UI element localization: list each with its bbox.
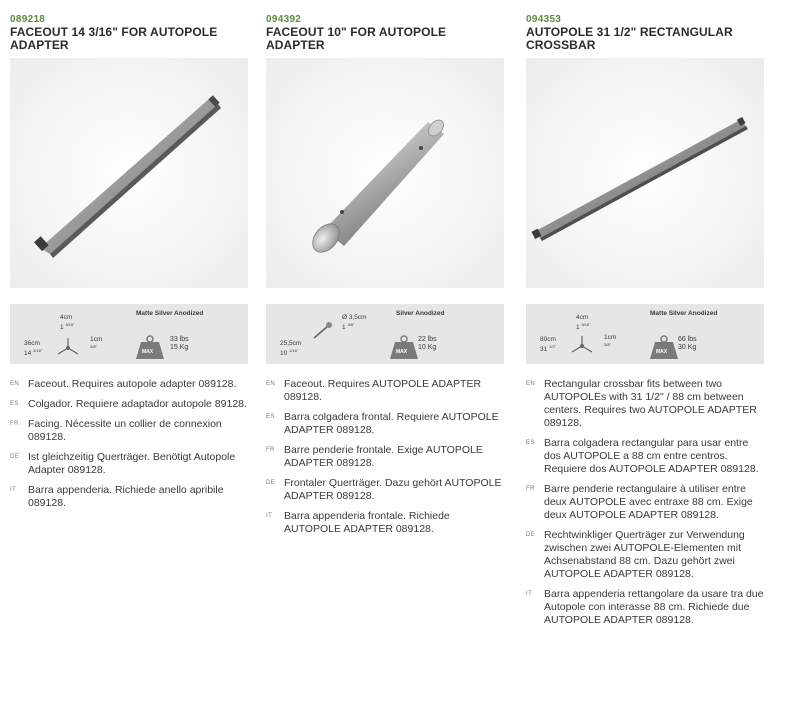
description-de: DE Rechtwinkliger Querträger zur Verwendung zwischen zwei AUTOPOLE-Elementen mit Achsenabstand 88 cm. Dazu gehört zwei AUTOPOLE ADAPTER 089128. <box>526 529 745 580</box>
description-es: ES Barra colgadera frontal. Requiere AUTOPOLE ADAPTER 089128. <box>266 411 499 436</box>
finish-label: Matte Silver Anodized <box>650 310 718 317</box>
description-it: IT Barra appenderia. Richiede anello apribile 089128. <box>10 484 224 509</box>
product-code: 094353 <box>526 14 562 25</box>
description-es: ES Colgador. Requiere adaptador autopole 89128. <box>10 398 247 410</box>
dimension-icon <box>314 322 332 338</box>
product-photo <box>526 58 764 288</box>
dim-height: 4cm 1 $^{9/16"}$ <box>576 314 591 332</box>
description-fr: FR Barre penderie frontale. Exige AUTOPOLE ADAPTER 089128. <box>266 444 483 469</box>
description-en: EN Faceout. Requires autopole adapter 089128. <box>10 378 237 390</box>
product-code: 094392 <box>266 14 302 25</box>
max-label: MAX <box>142 349 154 355</box>
description-en: EN Rectangular crossbar fits between two AUTOPOLEs with 31 1/2" / 88 cm between centers. Requires two AUTOPOLE ADAPTER 089128. <box>526 378 757 429</box>
finish-label: Matte Silver Anodized <box>136 310 204 317</box>
dim-diameter: Ø 3,5cm 1 $^{3/8"}$ <box>342 314 367 332</box>
faceout-tube-image <box>266 58 504 288</box>
product-title: FACEOUT 10" FOR AUTOPOLE ADAPTER <box>266 25 447 52</box>
spec-panel <box>266 304 504 364</box>
product-title: AUTOPOLE 31 1/2" RECTANGULAR CROSSBAR <box>526 25 733 52</box>
description-list <box>266 378 504 543</box>
description-list <box>10 378 248 517</box>
description-de: DE Frontaler Querträger. Dazu gehört AUTOPOLE ADAPTER 089128. <box>266 477 502 502</box>
dim-length: 36cm 14 $^{3/16"}$ <box>24 340 43 358</box>
description-en: EN Faceout. Requires AUTOPOLE ADAPTER 089128. <box>266 378 482 403</box>
product-photo <box>266 58 504 288</box>
product-title: FACEOUT 14 3/16" FOR AUTOPOLE ADAPTER <box>10 25 218 52</box>
spec-panel <box>10 304 248 364</box>
description-de: DE Ist gleichzeitig Querträger. Benötigt Autopole Adapter 089128. <box>10 451 236 476</box>
description-it: IT Barra appenderia frontale. Richiede AUTOPOLE ADAPTER 089128. <box>266 510 450 535</box>
max-weight: 22 lbs 10 Kg <box>418 336 437 351</box>
description-it: IT Barra appenderia rettangolare da usare tra due Autopole con interasse 88 cm. Richiede due AUTOPOLE ADAPTER 089128. <box>526 588 764 626</box>
dim-length: 80cm 31 $^{1/2"}$ <box>540 336 557 354</box>
description-fr: FR Barre penderie rectangulaire à utiliser entre deux AUTOPOLE avec entraxe 88 cm. Exige deux AUTOPOLE ADAPTER 089128. <box>526 483 753 521</box>
finish-label: Silver Anodized <box>396 310 445 317</box>
dim-width: 1cm $^{3/8"}$ <box>604 334 617 347</box>
product-code: 089218 <box>10 14 46 25</box>
crossbar-image <box>526 58 764 288</box>
description-list <box>526 378 764 634</box>
max-weight: 66 lbs 30 Kg <box>678 336 697 351</box>
spec-panel <box>526 304 764 364</box>
description-fr: FR Facing. Nécessite un collier de connexion 089128. <box>10 418 222 443</box>
dim-length: 25,5cm 10 $^{1/16"}$ <box>280 340 302 358</box>
product-photo <box>10 58 248 288</box>
faceout-bar-image <box>10 58 248 288</box>
max-label: MAX <box>656 349 668 355</box>
dimension-icon <box>58 338 78 354</box>
max-weight: 33 lbs 15 Kg <box>170 336 189 351</box>
dim-height: 4cm 1 $^{9/16"}$ <box>60 314 75 332</box>
dim-width: 1cm $^{3/8"}$ <box>90 336 103 349</box>
description-es: ES Barra colgadera rectangular para usar entre dos AUTOPOLE a 88 cm entre centros. Requiere dos AUTOPOLE ADAPTER 089128. <box>526 437 759 475</box>
dimension-icon <box>572 336 592 352</box>
max-label: MAX <box>396 349 408 355</box>
